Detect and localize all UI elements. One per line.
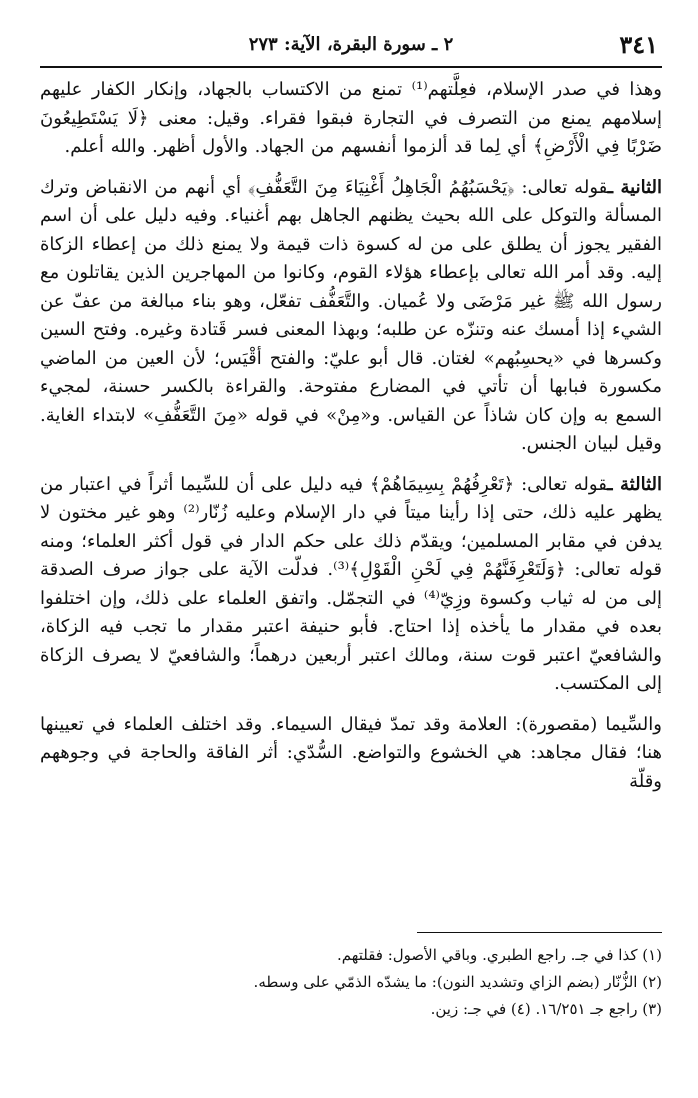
paragraph-text: والسِّيما (مقصورة): العلامة وقد تمدّ فيقال السيماء. وقد اختلف العلماء في تعيينها هنا؛ فقال مجاهد: هي الخشوع والتواضع. السُّدّي: أثر الفاقة والحاجة في وجوههم وقلّة <box>40 713 662 792</box>
main-text <box>40 76 662 796</box>
paragraph-lead: الثالثة ـ <box>607 473 662 495</box>
paragraph-text: قوله تعالى: ﴿يَحْسَبُهُمُ الْجَاهِلُ أَغْنِيَاءَ مِنَ التَّعَفُّفِ﴾ أي أنهم من الانقباض وترك المسألة والتوكل على الله بحيث يظنهم الجاهل بهم أغنياء. وفيه دليل على أن اسم الفقير يجوز أن يطلق على من له كسوة ذات قيمة ولا يمنع ذلك من إعطاء الزكاة إليه. وقد أمر الله تعالى بإعطاء هؤلاء القوم، وكانوا من المهاجرين الذين يقاتلون مع رسول الله ﷺ غير مَرْضَى ولا عُميان. والتَّعَفُّف تفعّل، وهو بناء مبالغة من عفّ عن الشيء إذا أمسك عنه وتنزّه عن طلبه؛ وبهذا المعنى فسر قَتادة وغيره. وفتح السين وكسرها في «يحسِبُهم» لغتان. قال أبو عليّ: والفتح أقْيَس؛ لأن العين من الماضي مكسورة فبابها أن تأتي في المضارع مفتوحة. والقراءة بالكسر حسنة، لمجيء السمع به وإن كان شاذاً عن القياس. و«مِنْ» في قوله «مِنَ التَّعَفُّفِ» لابتداء الغاية. وقيل لبيان الجنس. <box>40 176 662 454</box>
page-number: ٣٤١ <box>619 30 658 59</box>
footnote-1: (١) كذا في جـ. راجع الطبري. وباقي الأصول: فقلتهم. <box>337 946 662 964</box>
running-title: ٢ ـ سورة البقرة، الآية: ٢٧٣ <box>248 34 454 55</box>
running-header <box>40 26 662 68</box>
paragraph-third <box>40 471 662 699</box>
footnote-divider <box>417 932 662 933</box>
paragraph-second <box>40 174 662 459</box>
paragraph-text: قوله تعالى: ﴿تَعْرِفُهُمْ بِسِيمَاهُمْ﴾ فيه دليل على أن للسِّيما أثراً في اعتبار من يظهر عليه ذلك، حتى إذا رأينا ميتاً في دار الإسلام وعليه زُنّار⁽²⁾ وهو غير مختون لا يدفن في مقابر المسلمين؛ ويقدّم ذلك على حكم الدار في قول أكثر العلماء؛ ومنه قوله تعالى: ﴿وَلَتَعْرِفَنَّهُمْ فِي لَحْنِ الْقَوْلِ﴾⁽³⁾. فدلّت الآية على جواز صرف الصدقة إلى من له ثياب وكسوة وزِيّ⁽⁴⁾ في التجمّل. واتفق العلماء على ذلك، وإن اختلفوا بعده في مقدار ما يأخذه إذا احتاج. فأبو حنيفة اعتبر مقدار ما تجب فيه الزكاة، والشافعيّ اعتبر قوت سنة، ومالك اعتبر أربعين درهماً؛ والشافعيّ لا يصرف الزكاة إلى المكتسب. <box>40 473 663 694</box>
footnote-3-4: (٣) راجع جـ ١٦/٢٥١. (٤) في جـ: زين. <box>430 1000 662 1018</box>
paragraph-sima <box>40 711 662 797</box>
footnote-2: (٢) الزُّنّار (بضم الزاي وتشديد النون): ما يشدّه الذمّي على وسطه. <box>253 973 662 991</box>
paragraph-lead: الثانية ـ <box>607 176 662 198</box>
footnotes <box>40 942 662 1023</box>
paragraph-intro <box>40 76 662 162</box>
paragraph-text: وهذا في صدر الإسلام، فعِلَّتهم⁽¹⁾ تمنع من الاكتساب بالجهاد، وإنكار الكفار عليهم إسلامهم يمنع من التصرف في التجارة فبقوا فقراء. وقيل: معنى ﴿لَا يَسْتَطِيعُونَ ضَرْبًا فِي الْأَرْضِ﴾ أي لِما قد ألزموا أنفسهم من الجهاد. والأول أظهر. والله أعلم. <box>40 79 662 157</box>
